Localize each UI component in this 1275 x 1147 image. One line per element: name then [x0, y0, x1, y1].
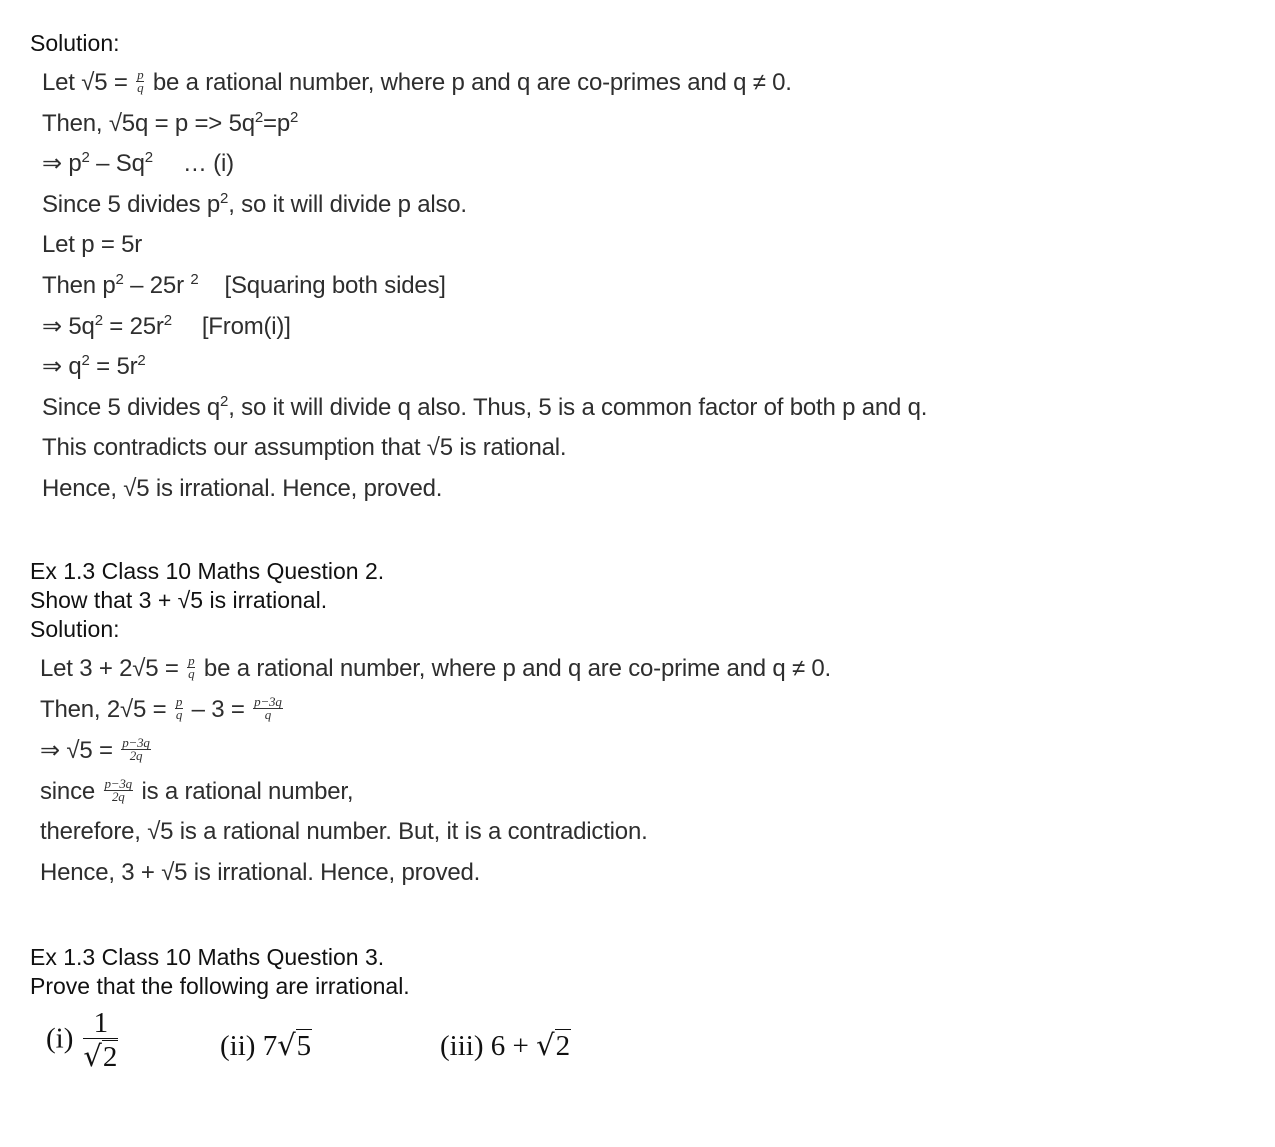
part-label: (ii) [220, 1030, 256, 1062]
text: Let √5 = [42, 69, 135, 96]
solution-line [40, 654, 831, 684]
question-title: Ex 1.3 Class 10 Maths Question 2. [30, 558, 385, 584]
fraction-numerator: p−3q [122, 735, 150, 751]
text: = 25r [102, 313, 164, 340]
text: ⇒ 5q [42, 313, 95, 340]
text: since [40, 778, 102, 805]
solution-heading: Solution: [30, 30, 120, 56]
text: Since 5 divides p [42, 191, 221, 218]
annotation: [From(i)] [201, 313, 291, 340]
fraction-denominator: q [264, 707, 272, 723]
solution-line [42, 109, 298, 142]
solution-line: Hence, 3 + √5 is irrational. Hence, proved. [40, 859, 481, 886]
fraction [136, 69, 144, 94]
question-part-iii [440, 1028, 571, 1063]
text: Then, 2√5 = [40, 696, 173, 723]
question-title: Ex 1.3 Class 10 Maths Question 3. [30, 944, 385, 970]
sqrt-symbol: √ [536, 1028, 555, 1062]
question-statement: Prove that the following are irrational. [30, 973, 410, 999]
solution-line [42, 149, 234, 182]
superscript: 2 [163, 312, 172, 329]
solution-line: This contradicts our assumption that √5 is rational. [42, 434, 567, 461]
fraction [175, 696, 183, 721]
solution-line [42, 68, 792, 98]
solution-line: Hence, √5 is irrational. Hence, proved. [42, 475, 443, 502]
text: ⇒ p [42, 150, 82, 177]
radicand: 2 [102, 1041, 118, 1073]
fraction-denominator: q [175, 707, 183, 723]
superscript: 2 [290, 109, 299, 126]
solution-line [42, 393, 927, 426]
text: Since 5 divides q [42, 394, 221, 421]
solution-line: therefore, √5 is a rational number. But, it is a contradiction. [40, 818, 648, 845]
fraction-numerator: p−3q [254, 694, 282, 710]
fraction [187, 655, 195, 680]
superscript: 2 [144, 149, 153, 166]
fraction-denominator [83, 1039, 118, 1074]
text: Let 3 + 2√5 = [40, 655, 186, 682]
text: Then, √5q = p => 5q [42, 110, 255, 137]
superscript: 2 [81, 149, 90, 166]
fraction [121, 737, 150, 762]
sqrt-symbol: √ [83, 1039, 102, 1073]
superscript: 2 [137, 352, 146, 369]
text: – 25r [123, 272, 191, 299]
part-label: (i) [46, 1022, 74, 1055]
fraction-denominator: q [188, 666, 195, 682]
superscript: 2 [94, 312, 103, 329]
text: Then p [42, 272, 116, 299]
superscript: 2 [81, 352, 90, 369]
solution-line [40, 695, 285, 725]
fraction-numerator: p [175, 694, 183, 710]
superscript: 2 [220, 190, 229, 207]
text: ⇒ q [42, 353, 82, 380]
solution-heading: Solution: [30, 616, 120, 642]
fraction [253, 696, 282, 721]
text: , so it will divide p also. [228, 191, 467, 218]
superscript: 2 [115, 271, 124, 288]
text: be a rational number, where p and q are co-prime and q ≠ 0. [197, 655, 832, 682]
text: – 3 = [185, 696, 252, 723]
expression: 6 + [490, 1030, 537, 1062]
fraction [104, 778, 133, 803]
text: ⇒ √5 = [40, 737, 120, 764]
fraction-denominator: q [137, 80, 144, 96]
radicand: 5 [296, 1030, 312, 1062]
equation-tag: … (i) [182, 150, 234, 177]
superscript: 2 [254, 109, 264, 126]
question-part-ii [220, 1028, 312, 1063]
text: – Sq [89, 150, 145, 177]
superscript: 2 [190, 271, 199, 288]
fraction-numerator: 1 [83, 1008, 118, 1039]
text: , so it will divide q also. Thus, 5 is a common factor of both p and q. [228, 394, 928, 421]
superscript: 2 [220, 393, 229, 410]
solution-line [42, 190, 467, 223]
solution-line: Let p = 5r [42, 231, 143, 258]
radicand: 2 [555, 1030, 571, 1062]
fraction-numerator: p [188, 653, 195, 669]
text: =p [263, 110, 290, 137]
fraction-numerator: p [137, 67, 144, 83]
part-label: (iii) [440, 1030, 484, 1062]
text: = 5r [89, 353, 138, 380]
fraction-denominator: 2q [129, 748, 143, 764]
question-statement: Show that 3 + √5 is irrational. [30, 587, 328, 613]
solution-line [40, 736, 153, 766]
text: is a rational number, [134, 778, 354, 805]
solution-line [42, 271, 446, 304]
solution-line [40, 777, 353, 807]
annotation: [Squaring both sides] [224, 272, 446, 299]
fraction [83, 1008, 118, 1074]
coefficient: 7 [262, 1030, 278, 1062]
fraction-denominator: 2q [111, 789, 125, 805]
question-part-i [46, 1008, 118, 1074]
text: be a rational number, where p and q are co-primes and q ≠ 0. [146, 69, 792, 96]
solution-line [42, 352, 146, 385]
solution-line [42, 312, 291, 345]
sqrt-symbol: √ [277, 1028, 296, 1062]
fraction-numerator: p−3q [104, 776, 132, 792]
